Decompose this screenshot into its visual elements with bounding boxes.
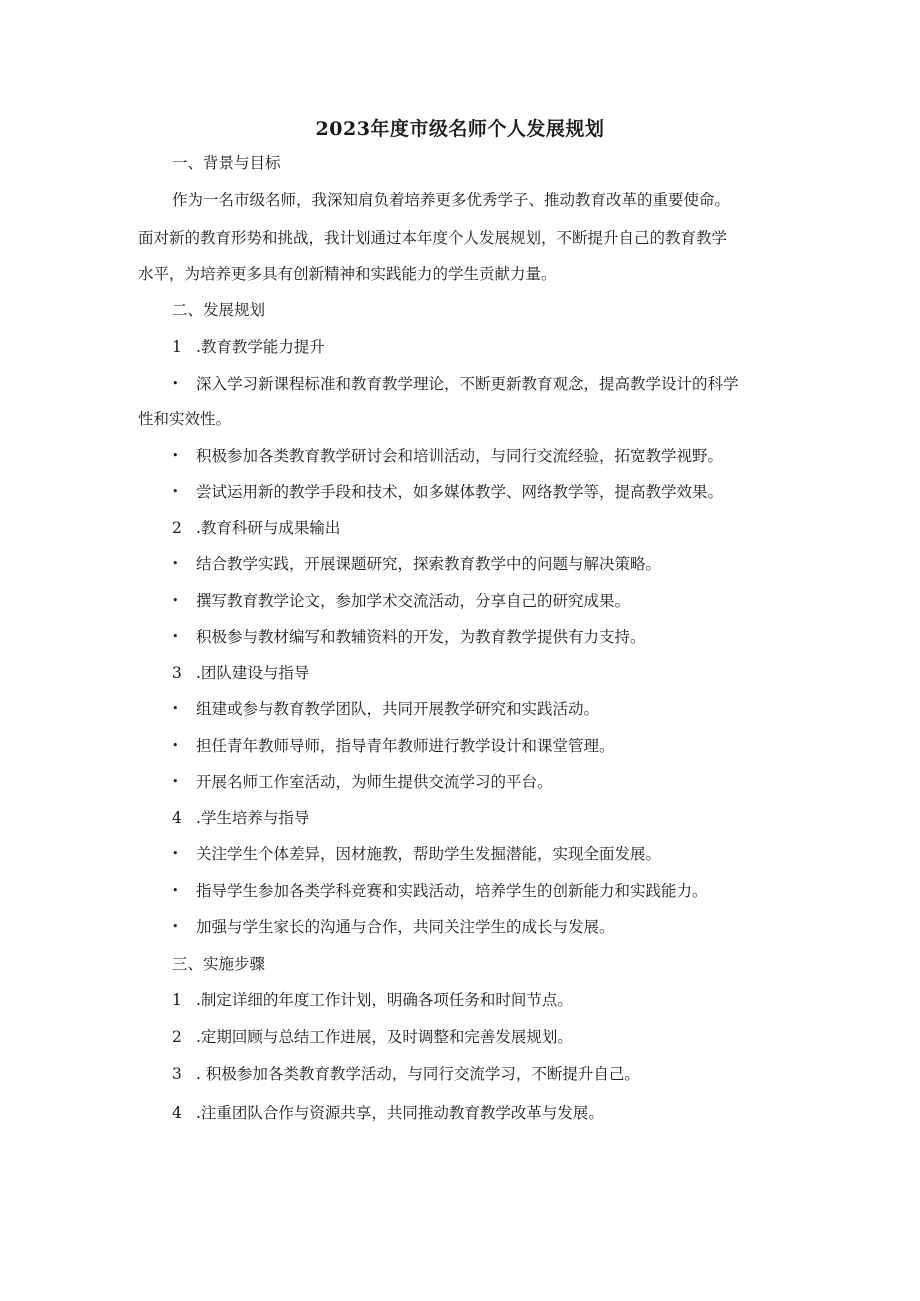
list-item-text: 尝试运用新的教学手段和技术，如多媒体教学、网络教学等，提高教学效果。 — [196, 483, 724, 501]
list-item — [172, 481, 723, 503]
list-item-text: 加强与学生家长的沟通与合作，共同关注学生的成长与发展。 — [196, 918, 615, 936]
list-item — [172, 771, 553, 793]
subheading-text: .教育教学能力提升 — [196, 338, 325, 356]
list-item-text: 担任青年教师导师，指导青年教师进行教学设计和课堂管理。 — [196, 737, 615, 755]
section-heading-steps: 三、实施步骤 — [172, 955, 266, 973]
step-number: 4 — [172, 1104, 182, 1122]
subheading — [172, 662, 309, 684]
subheading-number: 3 — [172, 664, 182, 682]
paragraph-line: 水平，为培养更多具有创新精神和实践能力的学生贡献力量。 — [138, 265, 557, 283]
list-item — [172, 373, 739, 395]
bullet-icon: • — [172, 920, 179, 933]
bullet-icon: • — [172, 739, 179, 752]
bullet-icon: • — [172, 884, 179, 897]
step-number: 1 — [172, 991, 182, 1009]
step-item — [172, 1026, 573, 1048]
list-item — [172, 843, 661, 865]
subheading-number: 4 — [172, 809, 182, 827]
bullet-icon: • — [172, 630, 179, 643]
bullet-icon: • — [172, 557, 179, 570]
step-text: .注重团队合作与资源共享，共同推动教育教学改革与发展。 — [196, 1104, 604, 1122]
list-item — [172, 590, 630, 612]
list-item — [172, 735, 615, 757]
subheading-text: .学生培养与指导 — [196, 809, 310, 827]
paragraph-line: 作为一名市级名师，我深知肩负着培养更多优秀学子、推动教育改革的重要使命。 — [172, 191, 731, 209]
step-number: 3 — [172, 1065, 182, 1083]
subheading-number: 1 — [172, 338, 182, 356]
step-item — [172, 1063, 640, 1085]
subheading-text: .团队建设与指导 — [196, 664, 310, 682]
list-item-continuation: 性和实效性。 — [138, 410, 232, 428]
list-item — [172, 445, 723, 467]
section-heading-background: 一、背景与目标 — [172, 154, 281, 172]
step-number: 2 — [172, 1028, 182, 1046]
list-item-text: 关注学生个体差异，因材施教，帮助学生发掘潜能，实现全面发展。 — [196, 845, 662, 863]
list-item-text: 组建或参与教育教学团队，共同开展教学研究和实践活动。 — [196, 700, 600, 718]
bullet-icon: • — [172, 702, 179, 715]
subheading-number: 2 — [172, 519, 182, 537]
subheading — [172, 807, 309, 829]
subheading — [172, 336, 325, 358]
list-item-text: 撰写教育教学论文，参加学术交流活动，分享自己的研究成果。 — [196, 592, 631, 610]
list-item — [172, 698, 599, 720]
list-item-text: 指导学生参加各类学科竞赛和实践活动，培养学生的创新能力和实践能力。 — [196, 882, 708, 900]
list-item — [172, 626, 646, 648]
step-item — [172, 989, 573, 1011]
step-text: .制定详细的年度工作计划，明确各项任务和时间节点。 — [196, 991, 573, 1009]
step-text: . 积极参加各类教育教学活动，与同行交流学习，不断提升自己。 — [196, 1065, 640, 1083]
section-heading-plan: 二、发展规划 — [172, 301, 266, 319]
document-title: 2023年度市级名师个人发展规划 — [315, 118, 605, 140]
bullet-icon: • — [172, 775, 179, 788]
bullet-icon: • — [172, 377, 179, 390]
bullet-icon: • — [172, 449, 179, 462]
list-item-text: 积极参与教材编写和教辅资料的开发，为教育教学提供有力支持。 — [196, 628, 646, 646]
bullet-icon: • — [172, 485, 179, 498]
list-item-text: 深入学习新课程标准和教育教学理论，不断更新教育观念，提高教学设计的科学 — [196, 375, 739, 393]
list-item-text: 开展名师工作室活动，为师生提供交流学习的平台。 — [196, 773, 553, 791]
list-item — [172, 553, 661, 575]
list-item-text: 积极参加各类教育教学研讨会和培训活动，与同行交流经验，拓宽教学视野。 — [196, 447, 724, 465]
paragraph-line: 面对新的教育形势和挑战，我计划通过本年度个人发展规划，不断提升自己的教育教学 — [138, 229, 728, 247]
list-item — [172, 916, 615, 938]
step-item — [172, 1102, 604, 1124]
subheading — [172, 517, 340, 539]
list-item-text: 结合教学实践，开展课题研究，探索教育教学中的问题与解决策略。 — [196, 555, 662, 573]
bullet-icon: • — [172, 847, 179, 860]
step-text: .定期回顾与总结工作进展，及时调整和完善发展规划。 — [196, 1028, 573, 1046]
list-item — [172, 880, 708, 902]
bullet-icon: • — [172, 594, 179, 607]
subheading-text: .教育科研与成果输出 — [196, 519, 341, 537]
